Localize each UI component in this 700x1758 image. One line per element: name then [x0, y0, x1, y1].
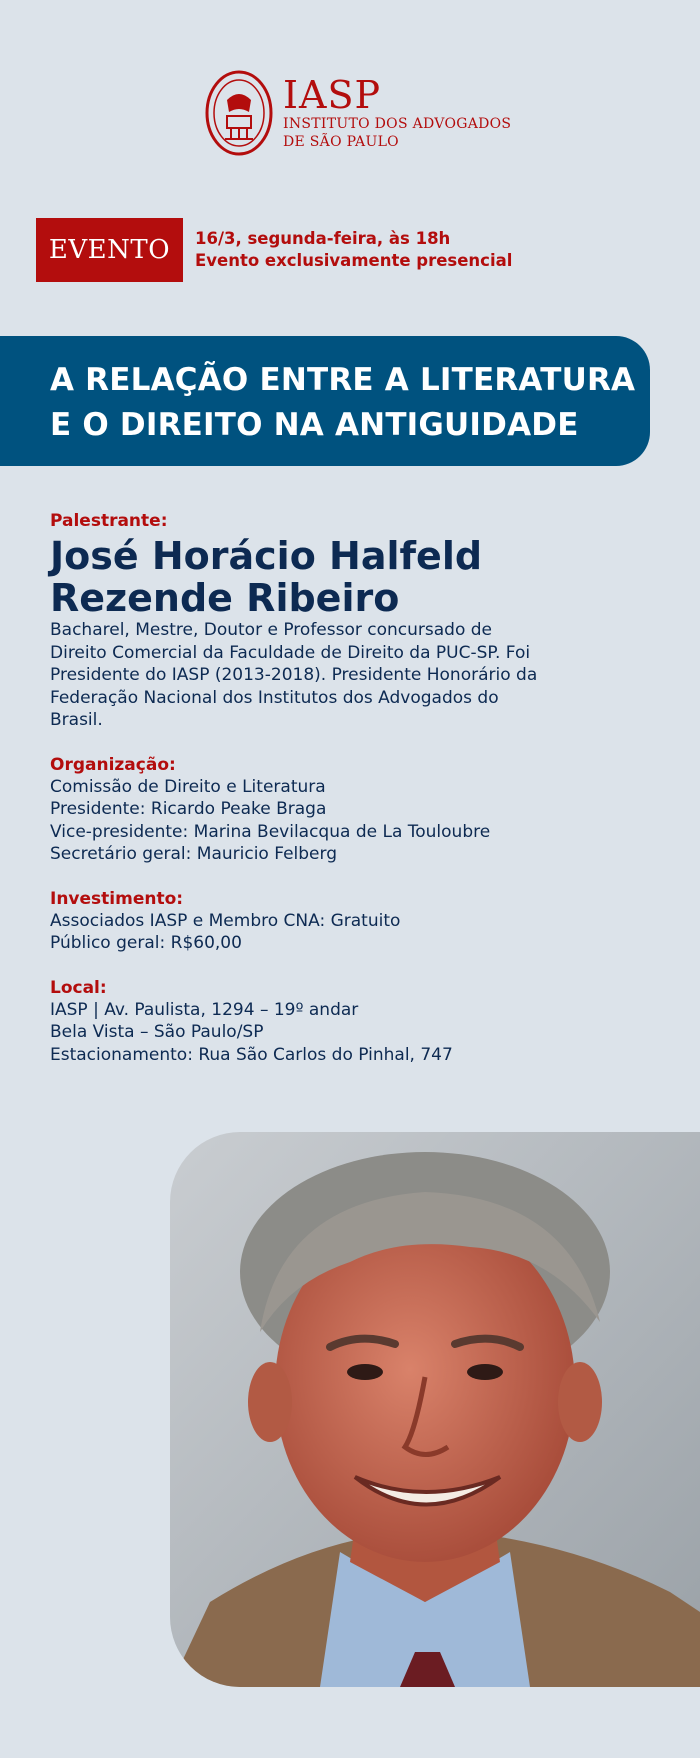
event-row	[36, 218, 512, 282]
logo-name: IASP	[283, 73, 382, 117]
title-line-2: E O DIREITO NA ANTIGUIDADE	[50, 407, 579, 443]
logo-subtitle-line-1: INSTITUTO DOS ADVOGADOS	[283, 116, 512, 132]
investment-line: Associados IASP e Membro CNA: Gratuito	[50, 910, 401, 931]
organization-list	[50, 776, 570, 866]
speaker-name-line-2: Rezende Ribeiro	[50, 576, 400, 620]
event-mode: Evento exclusivamente presencial	[195, 251, 513, 270]
investment-label: Investimento:	[50, 888, 184, 909]
organization-line: Presidente: Ricardo Peake Braga	[50, 799, 327, 819]
speaker-bio-line: Presidente do IASP (2013-2018). Presidente Honorário da	[50, 665, 538, 685]
organization-line: Secretário geral: Mauricio Felberg	[50, 844, 337, 864]
organization-label: Organização:	[50, 754, 176, 775]
speaker-bio-line: Federação Nacional dos Institutos dos Advogados do	[50, 687, 499, 708]
location-line: Bela Vista – São Paulo/SP	[50, 1022, 264, 1042]
organization-line: Vice-presidente: Marina Bevilacqua de La Touloubre	[50, 821, 491, 842]
location-line: IASP | Av. Paulista, 1294 – 19º andar	[50, 999, 359, 1020]
speaker-portrait-image	[170, 1132, 700, 1687]
event-badge: EVENTO	[36, 218, 183, 282]
organization-line: Comissão de Direito e Literatura	[50, 776, 326, 797]
speaker-label: Palestrante:	[50, 511, 168, 531]
title-banner	[0, 336, 650, 466]
speaker-name	[50, 535, 570, 619]
iasp-logo	[205, 70, 511, 156]
event-info	[195, 228, 512, 272]
speaker-bio	[50, 619, 570, 732]
investment-line: Público geral: R$60,00	[50, 933, 242, 953]
speaker-bio-line: Direito Comercial da Faculdade de Direito da PUC-SP. Foi	[50, 642, 531, 663]
logo-subtitle-line-2: DE SÃO PAULO	[283, 134, 399, 150]
event-details	[50, 510, 570, 1066]
location-list	[50, 999, 570, 1067]
event-date: 16/3, segunda-feira, às 18h	[195, 229, 451, 248]
location-label: Local:	[50, 977, 107, 998]
speaker-name-line-1: José Horácio Halfeld	[50, 534, 483, 578]
speaker-bio-line: Brasil.	[50, 710, 103, 730]
location-line: Estacionamento: Rua São Carlos do Pinhal, 747	[50, 1044, 453, 1065]
speaker-photo	[170, 1132, 700, 1687]
title-line-1: A RELAÇÃO ENTRE A LITERATURA	[50, 362, 636, 398]
investment-list	[50, 910, 570, 955]
speaker-bio-line: Bacharel, Mestre, Doutor e Professor concursado de	[50, 620, 493, 640]
iasp-seal-icon	[205, 70, 273, 156]
